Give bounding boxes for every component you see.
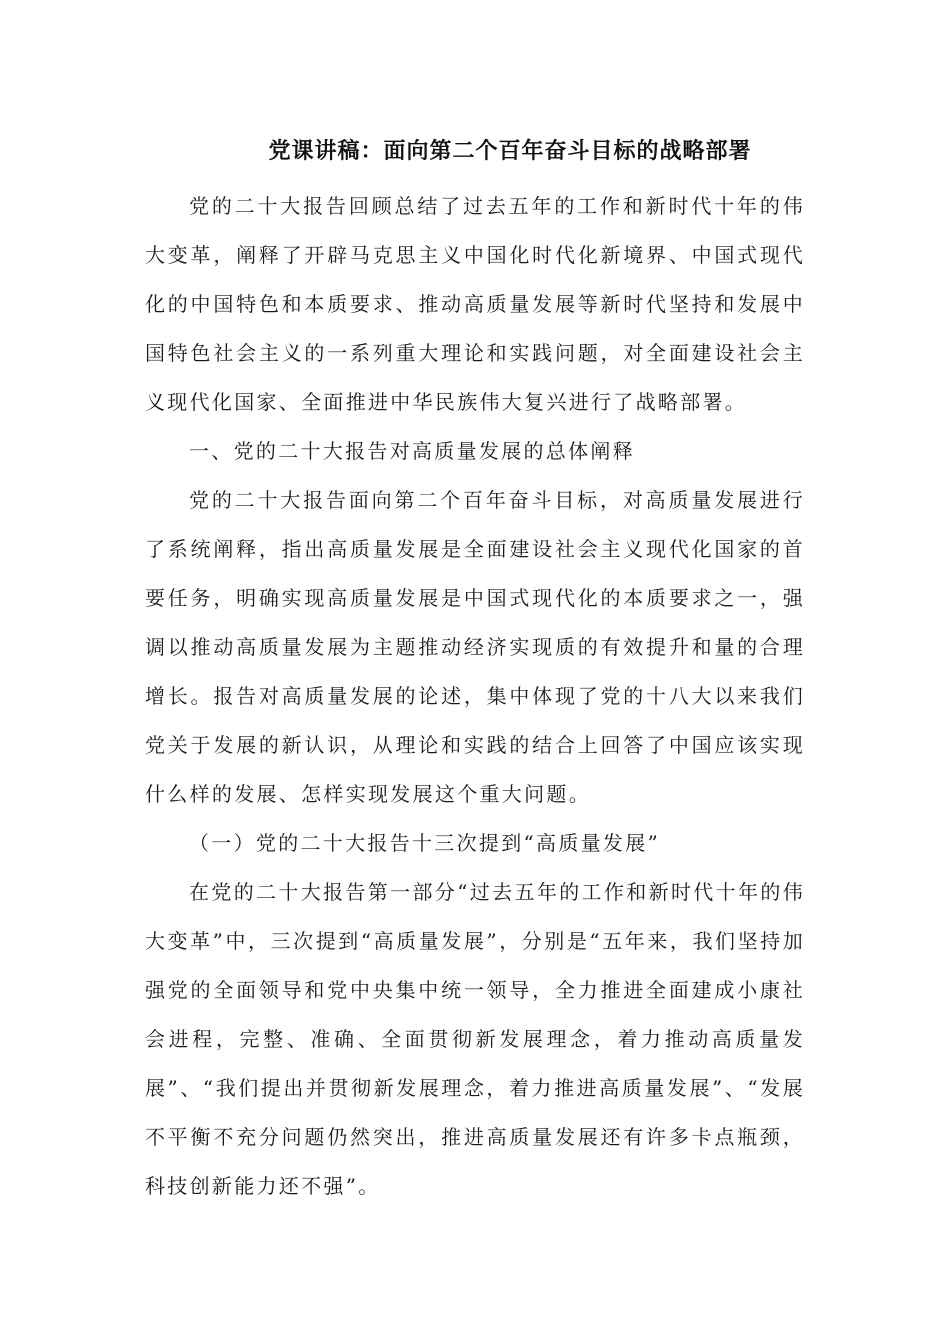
paragraph-section-1: 党的二十大报告面向第二个百年奋斗目标，对高质量发展进行了系统阐释，指出高质量发展是全面建设社会主义现代化国家的首要任务，明确实现高质量发展是中国式现代化的本质要求之一，强调以推动高质量发展为主题推动经济实现质的有效提升和量的合理增长。报告对高质量发展的论述，集中体现了党的十八大以来我们党关于发展的新认识，从理论和实践的结合上回答了中国应该实现什么样的发展、怎样实现发展这个重大问题。 bbox=[145, 488, 805, 806]
paragraph-intro: 党的二十大报告回顾总结了过去五年的工作和新时代十年的伟大变革，阐释了开辟马克思主义中国化时代化新境界、中国式现代化的中国特色和本质要求、推动高质量发展等新时代坚持和发展中国特色社会主义的一系列重大理论和实践问题，对全面建设社会主义现代化国家、全面推进中华民族伟大复兴进行了战略部署。 bbox=[145, 194, 805, 414]
document-body bbox=[145, 182, 805, 1211]
page-title: 党课讲稿：面向第二个百年奋斗目标的战略部署 bbox=[268, 139, 752, 164]
paragraph-subsection-1: 在党的二十大报告第一部分“过去五年的工作和新时代十年的伟大变革”中，三次提到“高质量发展”，分别是“五年来，我们坚持加强党的全面领导和党中央集中统一领导，全力推进全面建成小康社会进程，完整、准确、全面贯彻新发展理念，着力推动高质量发展”、“我们提出并贯彻新发展理念，着力推进高质量发展”、“发展不平衡不充分问题仍然突出，推进高质量发展还有许多卡点瓶颈，科技创新能力还不强”。 bbox=[145, 880, 805, 1198]
section-heading-1: 一、党的二十大报告对高质量发展的总体阐释 bbox=[189, 439, 635, 463]
subsection-heading-1: （一）党的二十大报告十三次提到“高质量发展” bbox=[189, 831, 661, 855]
